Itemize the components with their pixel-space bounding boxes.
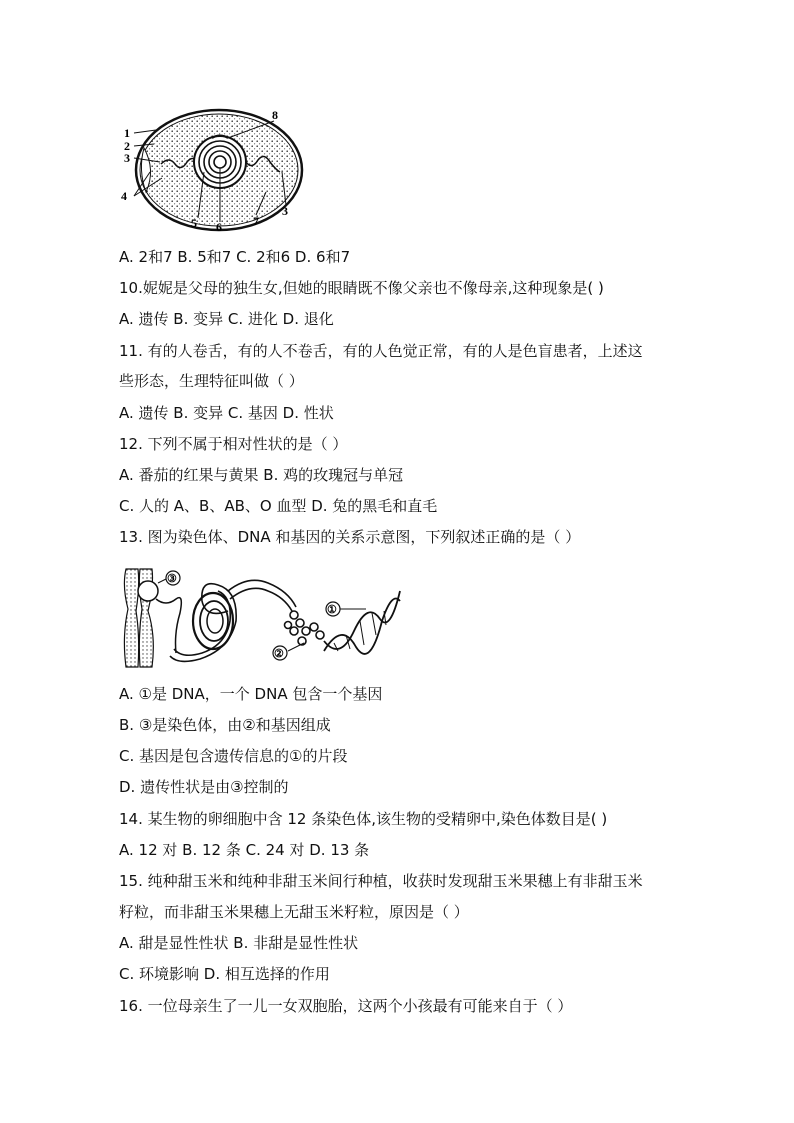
figure1-label-5: 5 bbox=[191, 216, 197, 230]
q16-stem: 16. 一位母亲生了一儿一女双胞胎，这两个小孩最有可能来自于（ ） bbox=[119, 997, 573, 1015]
figure1-label-3: 3 bbox=[124, 151, 130, 165]
nucleosome-beads bbox=[285, 611, 325, 645]
q14-options: A. 12 对 B. 12 条 C. 24 对 D. 13 条 bbox=[119, 841, 370, 859]
q14-stem: 14. 某生物的卵细胞中含 12 条染色体,该生物的受精卵中,染色体数目是( ) bbox=[119, 810, 608, 828]
figure2-label-1: ① bbox=[327, 604, 337, 616]
q13-option-a: A. ①是 DNA，一个 DNA 包含一个基因 bbox=[119, 685, 383, 703]
q12-stem: 12. 下列不属于相对性状的是（ ） bbox=[119, 435, 348, 453]
q13-option-b: B. ③是染色体，由②和基因组成 bbox=[119, 716, 331, 734]
chromosome-magnify-circle bbox=[138, 581, 158, 601]
dna-double-helix bbox=[324, 591, 400, 654]
q11-options: A. 遗传 B. 变异 C. 基因 D. 性状 bbox=[119, 404, 334, 422]
q13-stem: 13. 图为染色体、DNA 和基因的关系示意图，下列叙述正确的是（ ） bbox=[119, 528, 581, 546]
figure1-label-4: 4 bbox=[121, 189, 127, 203]
q12-options-line2: C. 人的 A、B、AB、O 血型 D. 兔的黑毛和直毛 bbox=[119, 497, 438, 515]
chromatin-thread bbox=[156, 598, 181, 653]
figure1-label-8: 8 bbox=[272, 108, 278, 122]
q15-options-line2: C. 环境影响 D. 相互选择的作用 bbox=[119, 965, 330, 983]
q15-stem-line2: 籽粒，而非甜玉米果穗上无甜玉米籽粒，原因是（ ） bbox=[119, 903, 469, 921]
figure1-label-1: 1 bbox=[124, 126, 130, 140]
egg-structure-diagram bbox=[116, 100, 316, 235]
chromosome-dna-diagram bbox=[118, 561, 404, 673]
q11-stem-line1: 11. 有的人卷舌，有的人不卷舌，有的人色觉正常，有的人是色盲患者，上述这 bbox=[119, 342, 643, 360]
figure2-label-3: ③ bbox=[167, 573, 177, 585]
figure1-label-3-right: 3 bbox=[282, 204, 288, 218]
q10-stem: 10.妮妮是父母的独生女,但她的眼睛既不像父亲也不像母亲,这种现象是( ) bbox=[119, 279, 604, 297]
q12-options-line1: A. 番茄的红果与黄果 B. 鸡的玫瑰冠与单冠 bbox=[119, 466, 404, 484]
q15-options-line1: A. 甜是显性性状 B. 非甜是显性性状 bbox=[119, 934, 359, 952]
q13-option-c: C. 基因是包含遗传信息的①的片段 bbox=[119, 747, 348, 765]
q10-options: A. 遗传 B. 变异 C. 进化 D. 退化 bbox=[119, 310, 334, 328]
q15-stem-line1: 15. 纯种甜玉米和纯种非甜玉米间行种植，收获时发现甜玉米果穗上有非甜玉米 bbox=[119, 872, 643, 890]
figure1-label-7: 7 bbox=[253, 214, 259, 228]
q11-stem-line2: 些形态，生理特征叫做（ ） bbox=[119, 372, 304, 390]
figure1-label-6: 6 bbox=[216, 220, 222, 234]
figure2-label-2: ② bbox=[274, 648, 284, 660]
q13-option-d: D. 遗传性状是由③控制的 bbox=[119, 778, 289, 796]
q9-options: A. 2和7 B. 5和7 C. 2和6 D. 6和7 bbox=[119, 248, 351, 266]
figure1-label-2: 2 bbox=[124, 139, 130, 153]
